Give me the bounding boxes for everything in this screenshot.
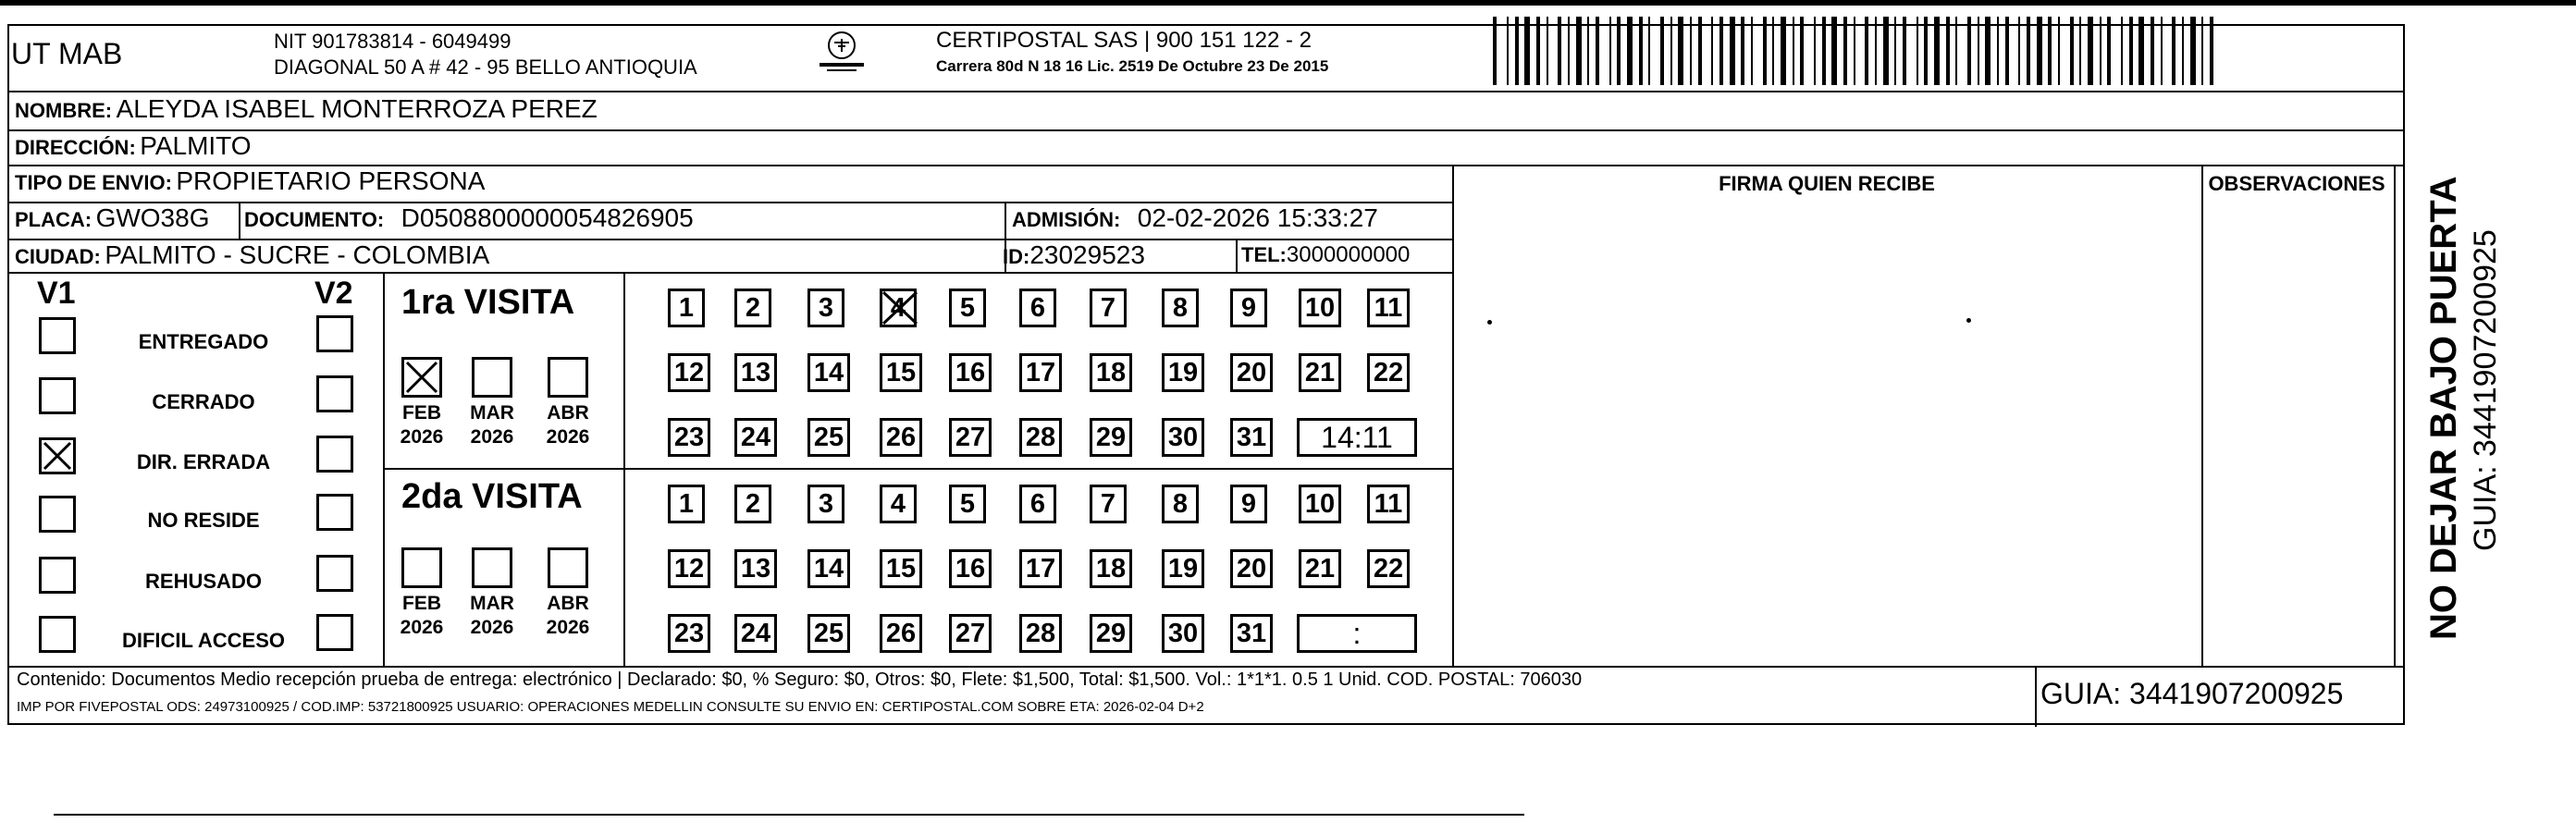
sender-address: DIAGONAL 50 A # 42 - 95 BELLO ANTIOQUIA [274, 55, 697, 79]
second-day-box[interactable] [1367, 485, 1410, 523]
day-number: 12 [673, 553, 705, 583]
sender-name: UT MAB [11, 37, 123, 70]
ciudad-row [15, 240, 489, 270]
first-day-box[interactable] [807, 418, 850, 457]
company-name: CERTIPOSTAL SAS | 900 151 122 - 2 [936, 28, 1312, 53]
warning-text: NO DEJAR BAJO PUERTA [2423, 176, 2464, 640]
second-day-box[interactable] [1090, 549, 1132, 588]
day-number: 1 [678, 488, 695, 519]
first-day-box[interactable] [1230, 418, 1273, 457]
first-day-box[interactable] [1090, 418, 1132, 457]
side-guia: GUIA: 3441907200925 [2468, 229, 2503, 551]
tel-value: 3000000000 [1286, 242, 1411, 267]
second-day-box[interactable] [668, 549, 710, 588]
first-day-box[interactable] [668, 289, 705, 327]
company-license: Carrera 80d N 18 16 Lic. 2519 De Octubre 23 De 2015 [936, 57, 1329, 75]
first-month-checkbox[interactable] [401, 357, 442, 398]
month-year: 2026 [470, 426, 514, 448]
day-number: 10 [1304, 292, 1336, 323]
day-number: 20 [1236, 357, 1267, 387]
first-day-box[interactable] [880, 353, 922, 392]
day-number: 17 [1025, 553, 1056, 583]
v1-checkbox[interactable] [39, 496, 76, 533]
ciudad-label: CIUDAD: [15, 245, 101, 268]
first-day-box[interactable] [880, 418, 922, 457]
second-month-checkbox[interactable] [472, 547, 512, 588]
day-number: 10 [1304, 488, 1336, 519]
day-number: 13 [740, 357, 771, 387]
second-day-box[interactable] [1019, 614, 1062, 653]
day-number: 16 [955, 357, 986, 387]
day-number: 29 [1095, 422, 1127, 452]
status-label: REHUSADO [145, 570, 262, 593]
v2-checkbox[interactable] [316, 555, 353, 592]
month-name: ABR [547, 593, 589, 614]
day-number: 22 [1373, 357, 1404, 387]
day-number: 2 [745, 292, 761, 323]
first-visit-title: 1ra VISITA [401, 283, 575, 322]
second-day-box[interactable] [734, 614, 777, 653]
day-number: 13 [740, 553, 771, 583]
first-day-box[interactable] [1019, 289, 1056, 327]
day-number: 14 [813, 357, 844, 387]
first-day-box[interactable] [1162, 289, 1199, 327]
day-number: 18 [1095, 553, 1127, 583]
first-day-box[interactable] [807, 353, 850, 392]
day-number: 8 [1172, 292, 1189, 323]
rule [2201, 165, 2203, 666]
second-day-box[interactable] [1162, 614, 1204, 653]
first-day-box[interactable] [1367, 353, 1410, 392]
rule [2394, 165, 2396, 666]
day-number: 24 [740, 422, 771, 452]
day-number: 30 [1167, 422, 1199, 452]
day-number: 17 [1025, 357, 1056, 387]
first-day-box[interactable] [1299, 289, 1341, 327]
tipo-envio-value: PROPIETARIO PERSONA [176, 166, 486, 195]
second-day-box[interactable] [1019, 549, 1062, 588]
first-day-box[interactable] [668, 418, 710, 457]
first-day-box[interactable] [734, 289, 771, 327]
second-day-box[interactable] [1090, 614, 1132, 653]
v2-checkbox[interactable] [316, 614, 353, 651]
sender-nit: NIT 901783814 - 6049499 [274, 30, 512, 53]
day-number: 26 [885, 422, 917, 452]
day-number: 19 [1167, 357, 1199, 387]
placa-row [15, 203, 209, 233]
second-day-box[interactable] [1230, 614, 1273, 653]
month-name: MAR [470, 593, 514, 614]
day-number: 15 [885, 553, 917, 583]
day-number: 21 [1304, 357, 1336, 387]
first-day-box[interactable] [1162, 418, 1204, 457]
nombre-value: ALEYDA ISABEL MONTERROZA PEREZ [116, 94, 598, 123]
ciudad-value: PALMITO - SUCRE - COLOMBIA [105, 240, 490, 269]
day-number: 15 [885, 357, 917, 387]
day-number: 25 [813, 618, 844, 648]
documento-value: D0508800000054826905 [401, 203, 694, 232]
month-name: MAR [470, 402, 514, 424]
print-line: IMP POR FIVEPOSTAL ODS: 24973100925 / COD.IMP: 53721800925 USUARIO: OPERACIONES MEDELLIN CONSULTE SU ENVIO EN: CERTIPOSTAL.COM SOBRE ETA: 2026-02-04 D+2 [17, 699, 1204, 715]
admision-label: ADMISIÓN: [1012, 208, 1121, 231]
first-month-label [390, 401, 453, 449]
first-day-box[interactable] [734, 418, 777, 457]
day-number: 25 [813, 422, 844, 452]
day-number: 23 [673, 618, 705, 648]
guide-frame [7, 24, 2405, 725]
month-year: 2026 [470, 617, 514, 638]
status-label: NO RESIDE [147, 509, 260, 532]
day-number: 26 [885, 618, 917, 648]
second-month-checkbox[interactable] [548, 547, 588, 588]
status-label: ENTREGADO [138, 330, 269, 353]
day-number: 21 [1304, 553, 1336, 583]
second-month-label [390, 592, 453, 640]
first-day-box[interactable] [1367, 289, 1410, 327]
status-label: DIR. ERRADA [136, 450, 271, 473]
rule [2035, 666, 2037, 727]
second-month-label [461, 592, 524, 640]
check-x-icon [42, 440, 73, 472]
month-year: 2026 [546, 426, 590, 448]
tipo-envio-row [15, 166, 485, 196]
second-day-box[interactable] [1162, 485, 1199, 523]
first-day-box[interactable] [1090, 353, 1132, 392]
day-number: 20 [1236, 553, 1267, 583]
day-number: 6 [1029, 292, 1046, 323]
first-day-box[interactable] [1230, 289, 1267, 327]
rule [1236, 239, 1238, 272]
second-day-box[interactable] [949, 485, 986, 523]
day-number: 27 [955, 422, 986, 452]
second-day-box[interactable] [1299, 549, 1341, 588]
v1-checkbox[interactable] [39, 557, 76, 594]
first-day-box[interactable] [668, 353, 710, 392]
day-number: 19 [1167, 553, 1199, 583]
top-rule [0, 0, 2576, 6]
first-time-box[interactable] [1297, 418, 1417, 457]
day-number: 6 [1029, 488, 1046, 519]
day-number: 8 [1172, 488, 1189, 519]
first-day-box[interactable] [1162, 353, 1204, 392]
rule [239, 202, 240, 240]
day-number: 9 [1240, 488, 1257, 519]
second-day-box[interactable] [807, 549, 850, 588]
day-number: 3 [818, 488, 834, 519]
id-label: ID: [1003, 245, 1030, 268]
rule [9, 129, 2403, 131]
status-label: CERRADO [152, 390, 255, 413]
first-day-box[interactable] [949, 289, 986, 327]
first-day-box[interactable] [807, 289, 844, 327]
month-name: FEB [402, 593, 441, 614]
second-day-box[interactable] [1230, 485, 1267, 523]
day-number: 30 [1167, 618, 1199, 648]
rule [383, 468, 1452, 470]
footer-guia: GUIA: 3441907200925 [2040, 677, 2344, 710]
direccion-label: DIRECCIÓN: [15, 136, 136, 159]
second-day-box[interactable] [949, 614, 992, 653]
second-visit-title: 2da VISITA [401, 477, 583, 516]
month-name: ABR [547, 402, 589, 424]
tel-label: TEL: [1241, 243, 1287, 266]
v1-checkbox[interactable] [39, 616, 76, 653]
rule [383, 272, 385, 666]
day-number: 18 [1095, 357, 1127, 387]
rule [9, 272, 1452, 274]
day-number: 16 [955, 553, 986, 583]
day-number: 7 [1100, 488, 1116, 519]
id-value: 23029523 [1029, 240, 1145, 269]
observaciones-heading: OBSERVACIONES [2208, 172, 2385, 195]
rule [9, 666, 2403, 668]
day-number: 5 [959, 292, 976, 323]
v1-checkbox[interactable] [39, 317, 76, 354]
first-day-box[interactable] [880, 289, 917, 327]
day-number: 29 [1095, 618, 1127, 648]
check-x-icon [404, 360, 439, 395]
second-day-box[interactable] [1162, 549, 1204, 588]
rule [623, 272, 625, 666]
second-day-box[interactable] [807, 614, 850, 653]
first-day-box[interactable] [734, 353, 777, 392]
second-day-box[interactable] [1090, 485, 1127, 523]
first-day-box[interactable] [949, 353, 992, 392]
v2-checkbox[interactable] [316, 436, 353, 473]
direccion-value: PALMITO [140, 131, 252, 160]
second-day-box[interactable] [807, 485, 844, 523]
day-number: 28 [1025, 422, 1056, 452]
day-number: 12 [673, 357, 705, 387]
first-day-box[interactable] [1299, 353, 1341, 392]
month-year: 2026 [400, 617, 444, 638]
day-number: 4 [890, 292, 906, 323]
tipo-envio-label: TIPO DE ENVIO: [15, 171, 172, 194]
second-day-box[interactable] [734, 485, 771, 523]
v2-heading: V2 [314, 276, 353, 311]
placa-value: GWO38G [95, 203, 210, 232]
day-number: 27 [955, 618, 986, 648]
second-month-label [536, 592, 599, 640]
v1-checkbox[interactable] [39, 377, 76, 414]
placa-label: PLACA: [15, 208, 92, 231]
v2-checkbox[interactable] [316, 494, 353, 531]
second-time-box[interactable] [1297, 614, 1417, 653]
day-number: 11 [1374, 488, 1403, 519]
first-month-label [536, 401, 599, 449]
visit-time: : [1352, 616, 1362, 650]
month-name: FEB [402, 402, 441, 424]
month-year: 2026 [546, 617, 590, 638]
direccion-row [15, 131, 252, 161]
day-number: 28 [1025, 618, 1056, 648]
day-number: 31 [1236, 618, 1267, 648]
first-day-box[interactable] [1019, 353, 1062, 392]
check-x-icon [881, 289, 919, 326]
day-number: 2 [745, 488, 761, 519]
nombre-row [15, 94, 598, 124]
day-number: 3 [818, 292, 834, 323]
documento-row [244, 203, 694, 233]
day-number: 7 [1100, 292, 1116, 323]
v1-checkbox[interactable] [39, 437, 76, 474]
v2-checkbox[interactable] [316, 315, 353, 352]
day-number: 4 [890, 488, 906, 519]
status-label: DIFICIL ACCESO [121, 629, 285, 652]
admision-row [1012, 203, 1378, 233]
first-day-box[interactable] [1090, 289, 1127, 327]
first-month-checkbox[interactable] [472, 357, 512, 398]
second-day-box[interactable] [1230, 549, 1273, 588]
day-number: 24 [740, 618, 771, 648]
day-number: 9 [1240, 292, 1257, 323]
second-day-box[interactable] [668, 614, 710, 653]
tel-row [1241, 242, 1410, 268]
second-day-box[interactable] [734, 549, 777, 588]
signature-dot [1966, 318, 1971, 323]
month-year: 2026 [400, 426, 444, 448]
second-day-box[interactable] [1299, 485, 1341, 523]
second-day-box[interactable] [668, 485, 705, 523]
first-day-box[interactable] [1019, 418, 1062, 457]
second-month-checkbox[interactable] [401, 547, 442, 588]
bottom-rule [54, 814, 1524, 816]
v1-heading: V1 [37, 276, 76, 311]
second-day-box[interactable] [1019, 485, 1056, 523]
v2-checkbox[interactable] [316, 375, 353, 412]
second-day-box[interactable] [1367, 549, 1410, 588]
firma-heading: FIRMA QUIEN RECIBE [1719, 172, 1935, 195]
contents-line: Contenido: Documentos Medio recepción prueba de entrega: electrónico | Declarado: $0, % Seguro: $0, Otros: $0, Flete: $1,500, Total: $1,500. Vol.: 1*1*1. 0.5 1 Unid. COD. POSTAL: 706030 [17, 669, 1583, 690]
visit-time: 14:11 [1321, 420, 1393, 454]
day-number: 11 [1374, 292, 1403, 323]
first-day-box[interactable] [1230, 353, 1273, 392]
first-day-box[interactable] [949, 418, 992, 457]
first-month-label [461, 401, 524, 449]
documento-label: DOCUMENTO: [244, 208, 385, 231]
id-row [1003, 240, 1145, 270]
second-day-box[interactable] [880, 614, 922, 653]
day-number: 1 [678, 292, 695, 323]
day-number: 22 [1373, 553, 1404, 583]
admision-value: 02-02-2026 15:33:27 [1137, 203, 1378, 232]
first-month-checkbox[interactable] [548, 357, 588, 398]
second-day-box[interactable] [880, 549, 922, 588]
second-day-box[interactable] [949, 549, 992, 588]
second-day-box[interactable] [880, 485, 917, 523]
day-number: 5 [959, 488, 976, 519]
day-number: 23 [673, 422, 705, 452]
day-number: 14 [813, 553, 844, 583]
rule [9, 91, 2403, 92]
nombre-label: NOMBRE: [15, 99, 113, 122]
day-number: 31 [1236, 422, 1267, 452]
rule [1452, 165, 1454, 666]
signature-dot [1487, 320, 1492, 325]
